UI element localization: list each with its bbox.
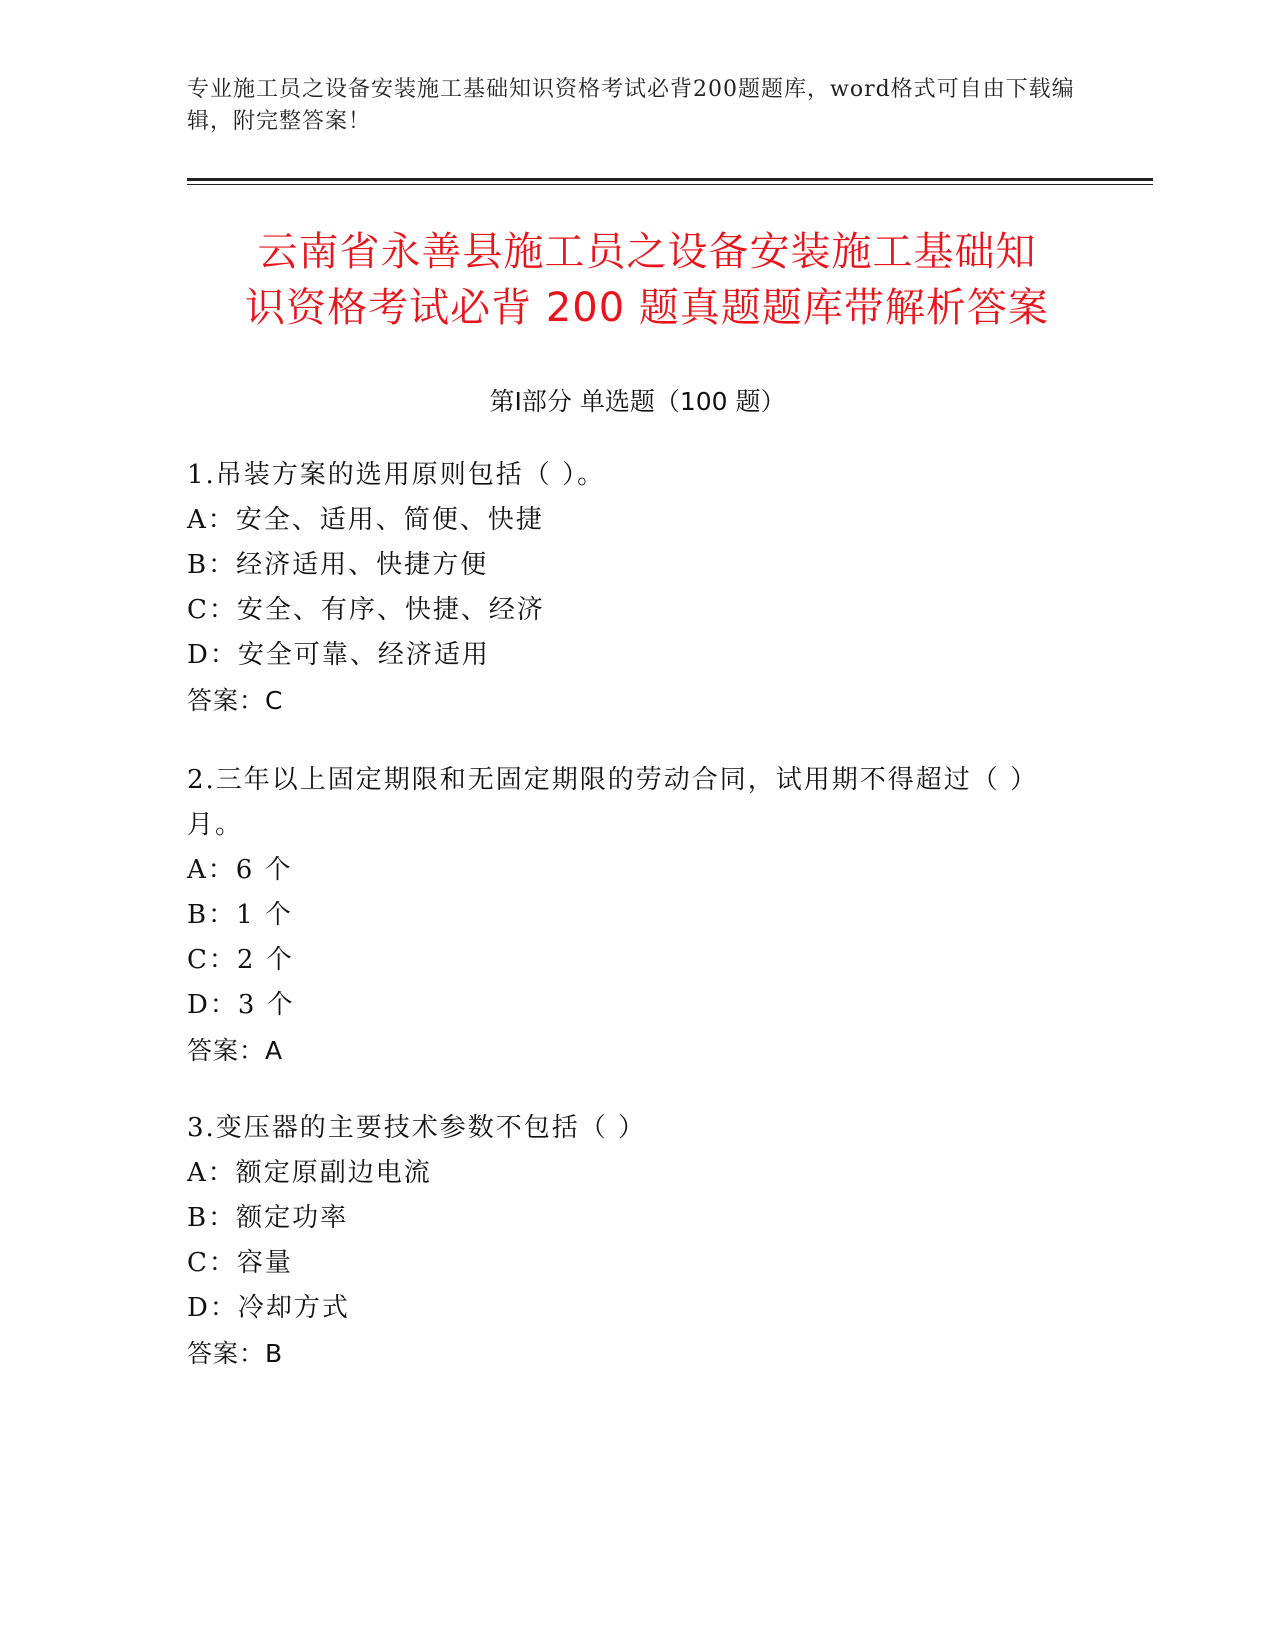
document-title-line-2: 识资格考试必背 200 题真题题库带解析答案: [245, 285, 1049, 331]
answer: 答案：B: [187, 1339, 284, 1368]
option-b: B：额定功率: [187, 1203, 349, 1233]
option-a: A：安全、适用、简便、快捷: [187, 505, 544, 535]
option-c: C：容量: [187, 1248, 293, 1278]
question-3: [187, 1106, 1067, 1376]
question-stem: 3.变压器的主要技术参数不包括（ ）: [187, 1113, 647, 1143]
option-a: A：6 个: [187, 855, 293, 885]
header-rule-thin: [187, 184, 1153, 185]
header-rule-thick: [187, 178, 1153, 181]
answer: 答案：A: [187, 1036, 284, 1065]
option-d: D：冷却方式: [187, 1293, 350, 1323]
option-c: C：2 个: [187, 945, 294, 975]
document-title-line-1: 云南省永善县施工员之设备安装施工基础知: [257, 229, 1037, 275]
option-d: D：安全可靠、经济适用: [187, 640, 490, 670]
question-1: [187, 453, 1067, 723]
question-2: [187, 758, 1067, 1073]
option-c: C：安全、有序、快捷、经济: [187, 595, 545, 625]
answer: 答案：C: [187, 686, 284, 715]
question-stem: 2.三年以上固定期限和无固定期限的劳动合同，试用期不得超过（ ）月。: [187, 765, 1039, 840]
question-stem: 1.吊装方案的选用原则包括（ ）。: [187, 460, 606, 490]
section-heading: 第Ⅰ部分 单选题（100 题）: [489, 387, 786, 416]
document-title: [187, 224, 1107, 336]
header-note: 专业施工员之设备安装施工基础知识资格考试必背200题题库，word格式可自由下载编辑，附完整答案！: [187, 77, 1075, 134]
option-d: D：3 个: [187, 990, 295, 1020]
option-b: B：1 个: [187, 900, 293, 930]
option-b: B：经济适用、快捷方便: [187, 550, 489, 580]
option-a: A：额定原副边电流: [187, 1158, 432, 1188]
